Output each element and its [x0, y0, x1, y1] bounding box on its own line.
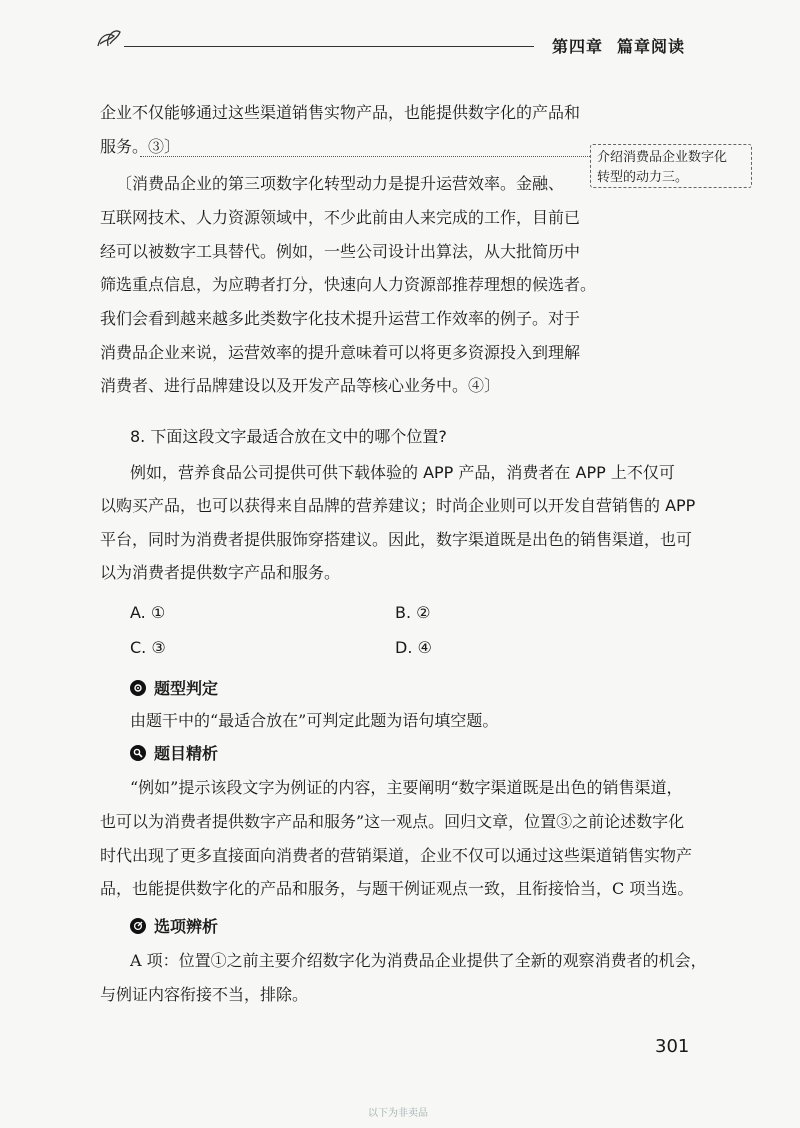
option-a: A. ① [130, 603, 166, 622]
leaf-icon [94, 26, 124, 54]
gear-icon [130, 680, 146, 696]
sidenote-leader [140, 156, 590, 157]
sidenote-line: 介绍消费品企业数字化 [597, 150, 728, 165]
analysis-line: 品，也能提供数字化的产品和服务，与题干例证观点一致，且衔接恰当，C 项当选。 [100, 879, 694, 898]
passage-line: 我们会看到越来越多此类数字化技术提升运营工作效率的例子。对于 [100, 309, 581, 328]
passage-line: 企业不仅能够通过这些渠道销售实物产品，也能提供数字化的产品和 [100, 103, 581, 122]
section-options-title: 选项辨析 [154, 917, 219, 936]
option-d: D. ④ [395, 638, 432, 657]
question-text-line: 以购买产品，也可以获得来自品牌的营养建议；时尚企业则可以开发自营销售的 APP [100, 496, 696, 515]
chapter-title: 篇章阅读 [617, 37, 686, 56]
target-icon [130, 918, 146, 934]
analysis-line: 也可以为消费者提供数字产品和服务”这一观点。回归文章，位置③之前论述数字化 [100, 812, 685, 831]
options-line: 与例证内容衔接不当，排除。 [100, 985, 309, 1004]
passage-line: 〔消费品企业的第三项数字化转型动力是提升运营效率。金融、 [116, 174, 565, 193]
passage-line: 筛选重点信息，为应聘者打分，快速向人力资源部推荐理想的候选者。 [100, 275, 597, 294]
section-type-title: 题型判定 [154, 679, 219, 698]
sidenote-line: 转型的动力三。 [597, 170, 689, 185]
question-stem: 8. 下面这段文字最适合放在文中的哪个位置? [130, 427, 447, 446]
section-options-heading [130, 914, 218, 937]
question-text-line: 以为消费者提供数字产品和服务。 [100, 563, 341, 582]
header-rule [124, 46, 534, 47]
passage-line: 经可以被数字工具替代。例如，一些公司设计出算法，从大批简历中 [100, 242, 581, 261]
question-text-line: 例如，营养食品公司提供可供下载体验的 APP 产品，消费者在 APP 上不仅可 [130, 463, 675, 482]
chapter-label: 第四章 [552, 37, 604, 56]
passage-line: 互联网技术、人力资源领域中，不少此前由人来完成的工作，目前已 [100, 208, 581, 227]
sidenote-box [590, 144, 752, 188]
magnifier-icon [130, 745, 146, 761]
analysis-line: “例如”提示该段文字为例证的内容，主要阐明“数字渠道既是出色的销售渠道， [130, 778, 683, 797]
options-line: A 项：位置①之前主要介绍数字化为消费品企业提供了全新的观察消费者的机会， [130, 951, 707, 970]
passage-line: 服务。③〕 [100, 137, 181, 156]
section-type-text: 由题干中的“最适合放在”可判定此题为语句填空题。 [130, 711, 499, 730]
analysis-line: 时代出现了更多直接面向消费者的营销渠道，企业不仅可以通过这些渠道销售实物产 [100, 846, 693, 865]
passage-line: 消费者、进行品牌建设以及开发产品等核心业务中。④〕 [100, 376, 501, 395]
page-number: 301 [655, 1036, 690, 1057]
passage-line: 消费品企业来说，运营效率的提升意味着可以将更多资源投入到理解 [100, 343, 581, 362]
option-c: C. ③ [130, 638, 166, 657]
section-analysis-heading [130, 741, 218, 764]
chapter-header [552, 34, 685, 57]
watermark: 以下为非卖品 [368, 1108, 428, 1119]
section-type-heading [130, 676, 218, 699]
question-text-line: 平台，同时为消费者提供服饰穿搭建议。因此，数字渠道既是出色的销售渠道，也可 [100, 530, 693, 549]
section-analysis-title: 题目精析 [154, 744, 219, 763]
option-b: B. ② [395, 603, 431, 622]
